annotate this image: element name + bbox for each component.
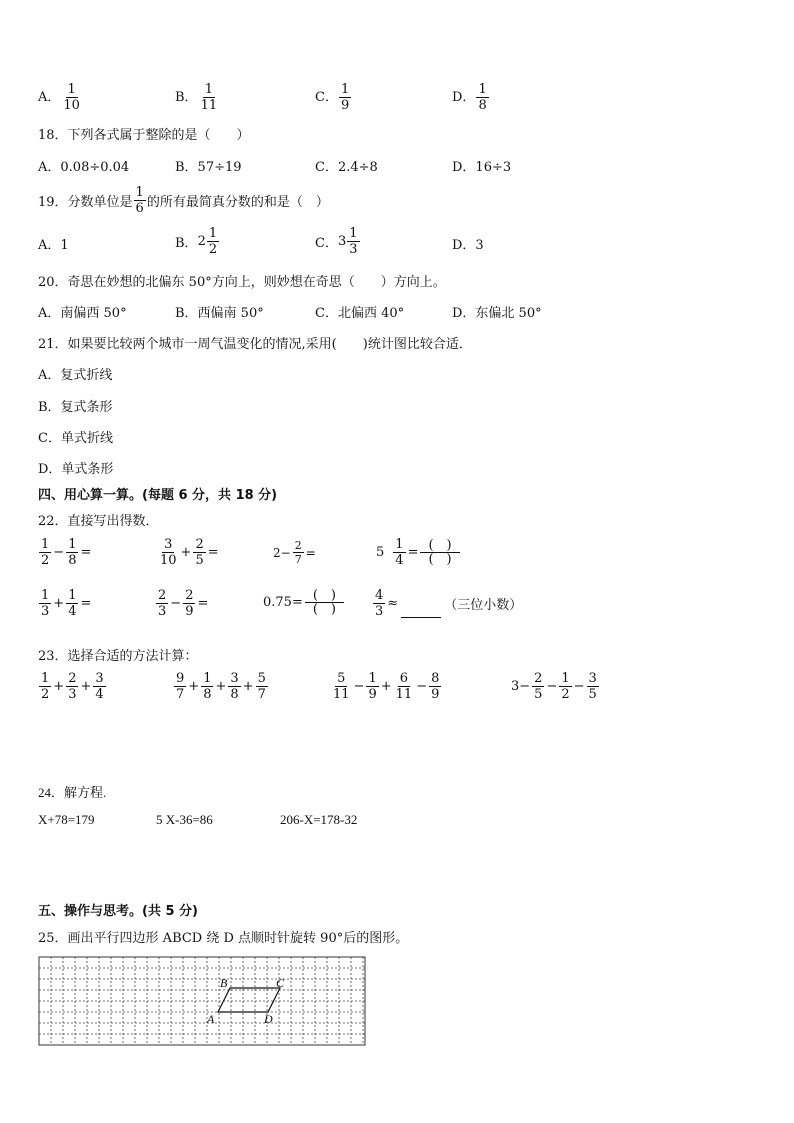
fraction [193, 538, 205, 567]
numerator: 2 [158, 588, 167, 603]
fraction [366, 672, 378, 701]
vertex-label-b: B [220, 976, 228, 990]
numerator: 1 [368, 671, 377, 686]
option-letter: B． [175, 90, 198, 105]
numerator: 1 [204, 82, 213, 97]
mixed-whole: 5 [376, 545, 385, 560]
q17-option-a[interactable] [38, 83, 83, 112]
option-letter: C． [315, 236, 338, 251]
operator: − [416, 679, 428, 694]
fraction [201, 672, 213, 701]
expression-lead: 0.75= [263, 595, 303, 610]
q18-option-b[interactable]: B．57÷19 [175, 160, 242, 175]
option-letter: C． [315, 90, 338, 105]
numerator: 9 [176, 671, 185, 686]
option-letter: D． [452, 90, 476, 105]
operator: + [242, 679, 254, 694]
option-letter: B． [175, 236, 198, 251]
fraction [228, 672, 240, 701]
fraction [66, 672, 78, 701]
equals-sign: = [407, 545, 419, 560]
numerator: 1 [203, 671, 212, 686]
fraction [532, 672, 544, 701]
numerator: 5 [337, 671, 346, 686]
q22-expr-2 [157, 538, 220, 567]
q20-option-b[interactable]: B．西偏南 50° [175, 306, 264, 321]
q24-question: 24．解方程. [38, 785, 107, 800]
q25-question: 25．画出平行四边形 ABCD 绕 D 点顺时针旋转 90°后的图形。 [38, 931, 409, 946]
q22-expr-8 [372, 589, 523, 618]
q20-option-d[interactable]: D．东偏北 50° [452, 306, 542, 321]
section-4-title: 四、用心算一算。(每题 6 分，共 18 分) [38, 488, 278, 503]
denominator: 2 [208, 242, 218, 257]
q22-expr-5 [38, 589, 92, 618]
denominator: 9 [185, 604, 194, 619]
q23-expr-1 [38, 672, 107, 701]
numerator-blank[interactable]: ( ) [420, 539, 459, 553]
q22-question: 22．直接写出得数． [38, 514, 159, 529]
option-letter: A． [38, 90, 61, 105]
denominator: 11 [333, 687, 350, 702]
numerator: 2 [294, 539, 302, 552]
operator: + [53, 679, 65, 694]
fraction [293, 540, 304, 565]
operator: + [53, 596, 65, 611]
fraction [199, 83, 220, 112]
q20-question: 20．奇思在妙想的北偏东 50°方向上，则妙想在奇思（ ）方向上。 [38, 275, 446, 290]
vertex-label-d: D [264, 1012, 273, 1026]
operator: − [546, 679, 558, 694]
q17-option-b[interactable] [175, 83, 220, 112]
fraction [476, 83, 488, 112]
operator: + [180, 545, 192, 560]
operator: + [215, 679, 227, 694]
denominator: 11 [395, 687, 413, 702]
denominator: 11 [200, 98, 218, 113]
operator: − [170, 596, 182, 611]
fraction [256, 672, 268, 701]
denominator: 4 [68, 604, 77, 619]
equals-sign: = [80, 545, 92, 560]
denominator: 5 [534, 687, 543, 702]
parallelogram-abcd [218, 988, 280, 1012]
denominator: 9 [431, 687, 440, 702]
fraction [156, 589, 168, 618]
denominator: 3 [349, 242, 358, 257]
q19-option-d[interactable]: D．3 [452, 238, 484, 253]
question-suffix: 的所有最简真分数的和是（ ） [146, 195, 329, 210]
denominator: 9 [368, 687, 377, 702]
section-5-title: 五、操作与思考。(共 5 分) [38, 904, 198, 919]
operator: − [53, 545, 65, 560]
q23-expr-2 [173, 672, 269, 701]
numerator: 1 [41, 671, 50, 686]
q23-expr-4 [510, 672, 600, 701]
answer-blank[interactable] [401, 617, 441, 618]
denominator: 9 [340, 98, 350, 113]
numerator: 1 [478, 82, 487, 97]
numerator: 1 [68, 537, 77, 552]
fraction [393, 538, 405, 567]
q22-expr-7 [262, 589, 345, 616]
denominator: 2 [561, 687, 570, 702]
numerator: 1 [208, 226, 218, 241]
answer-fraction-blank[interactable] [305, 589, 344, 616]
q24-equation-2: 5 X-36=86 [156, 812, 213, 827]
denominator: 3 [68, 687, 77, 702]
numerator: 1 [349, 226, 358, 241]
q23-expr-3 [330, 672, 442, 701]
denominator: 10 [160, 553, 177, 568]
fraction [174, 672, 186, 701]
q24-equation-3: 206-X=178-32 [280, 812, 358, 827]
denominator: 2 [41, 687, 50, 702]
numerator: 1 [135, 185, 144, 200]
numerator: 3 [164, 537, 173, 552]
fraction [207, 227, 219, 256]
q22-expr-1 [38, 538, 92, 567]
equals-sign: = [197, 596, 209, 611]
denominator-blank[interactable]: ( ) [428, 552, 452, 567]
fraction [429, 672, 441, 701]
denominator: 5 [195, 553, 204, 568]
q19-option-a[interactable]: A．1 [38, 238, 69, 253]
denominator: 3 [158, 604, 167, 619]
q22-expr-4 [376, 538, 461, 567]
fraction [158, 538, 179, 567]
denominator: 7 [257, 687, 266, 702]
fraction [61, 83, 82, 112]
q22-expr-6 [155, 589, 209, 618]
denominator: 7 [294, 553, 302, 566]
numerator: 2 [185, 588, 194, 603]
fraction [394, 672, 415, 701]
q21-option-b[interactable]: B．复式条形 [38, 400, 113, 415]
operator: + [80, 679, 92, 694]
denominator: 10 [63, 98, 80, 113]
q19-option-b[interactable] [175, 227, 220, 256]
equals-sign: = [305, 545, 316, 560]
mixed-whole: 2 [197, 234, 206, 249]
q20-option-c[interactable]: C．北偏西 40° [315, 306, 405, 321]
fraction [39, 538, 51, 567]
q24-equation-1: X+78=179 [38, 812, 95, 827]
equals-sign: = [80, 596, 92, 611]
approx-sign: ≈ [387, 596, 399, 611]
numerator: 1 [68, 588, 77, 603]
fraction [66, 589, 78, 618]
denominator-blank[interactable]: ( ) [312, 602, 336, 617]
denominator: 8 [478, 98, 487, 113]
q18-option-d[interactable]: D．16÷3 [452, 160, 512, 175]
q20-option-a[interactable]: A．南偏西 50° [38, 306, 127, 321]
q19-option-c[interactable] [315, 227, 361, 256]
operator: + [188, 679, 200, 694]
numerator: 8 [431, 671, 440, 686]
denominator: 8 [230, 687, 239, 702]
denominator: 8 [68, 553, 77, 568]
q18-option-a[interactable]: A．0.08÷0.04 [38, 160, 130, 175]
denominator: 6 [135, 201, 144, 216]
denominator: 3 [375, 604, 384, 619]
fraction [339, 83, 351, 112]
numerator: 1 [395, 537, 404, 552]
fraction [39, 672, 51, 701]
fraction [373, 589, 385, 618]
denominator: 7 [176, 687, 185, 702]
numerator: 6 [399, 671, 409, 686]
operator: + [380, 679, 392, 694]
denominator: 2 [41, 553, 50, 568]
fraction [331, 672, 352, 701]
expression-lead: 3− [511, 679, 531, 694]
fraction [587, 672, 599, 701]
numerator: 2 [534, 671, 543, 686]
dotted-grid-drawing[interactable] [38, 956, 366, 1046]
denominator: 8 [203, 687, 212, 702]
fraction [39, 589, 51, 618]
denominator: 3 [41, 604, 50, 619]
denominator: 4 [95, 687, 104, 702]
numerator: 1 [41, 588, 50, 603]
q19-question [38, 186, 329, 215]
q21-option-c[interactable]: C．单式折线 [38, 431, 113, 446]
numerator: 5 [257, 671, 266, 686]
q21-question: 21．如果要比较两个城市一周气温变化的情况,采用( )统计图比较合适． [38, 337, 472, 352]
numerator: 3 [95, 671, 104, 686]
numerator: 1 [67, 82, 76, 97]
vertex-label-c: C [276, 976, 285, 990]
numerator: 1 [561, 671, 570, 686]
operator: − [573, 679, 585, 694]
q17-option-c[interactable] [315, 83, 352, 112]
q22-expr-3 [272, 540, 317, 565]
q17-option-d[interactable] [452, 83, 490, 112]
vertex-label-a: A [207, 1012, 215, 1026]
fraction [134, 186, 146, 215]
expression-tail: （三位小数） [444, 598, 523, 613]
operator: − [353, 679, 365, 694]
question-prefix: 19．分数单位是 [38, 195, 133, 210]
fraction [183, 589, 195, 618]
numerator-blank[interactable]: ( ) [305, 589, 344, 603]
denominator: 5 [588, 687, 597, 702]
equals-sign: = [207, 545, 219, 560]
q21-option-a[interactable]: A．复式折线 [38, 368, 113, 383]
grid-lines [39, 957, 365, 1045]
numerator: 2 [195, 537, 204, 552]
fraction [347, 227, 359, 256]
numerator: 4 [375, 588, 384, 603]
numerator: 1 [340, 82, 350, 97]
numerator: 2 [68, 671, 77, 686]
numerator: 3 [230, 671, 239, 686]
whole-number: 2− [273, 545, 291, 560]
fraction [66, 538, 78, 567]
q18-question: 18．下列各式属于整除的是（ ） [38, 128, 250, 143]
numerator: 1 [41, 537, 50, 552]
q18-option-c[interactable]: C．2.4÷8 [315, 160, 378, 175]
fraction [93, 672, 105, 701]
fraction [559, 672, 571, 701]
denominator: 4 [395, 553, 404, 568]
answer-fraction-blank[interactable] [420, 539, 459, 566]
q23-question: 23．选择合适的方法计算： [38, 649, 198, 664]
mixed-whole: 3 [337, 234, 347, 249]
numerator: 3 [588, 671, 597, 686]
q21-option-d[interactable]: D．单式条形 [38, 462, 114, 477]
